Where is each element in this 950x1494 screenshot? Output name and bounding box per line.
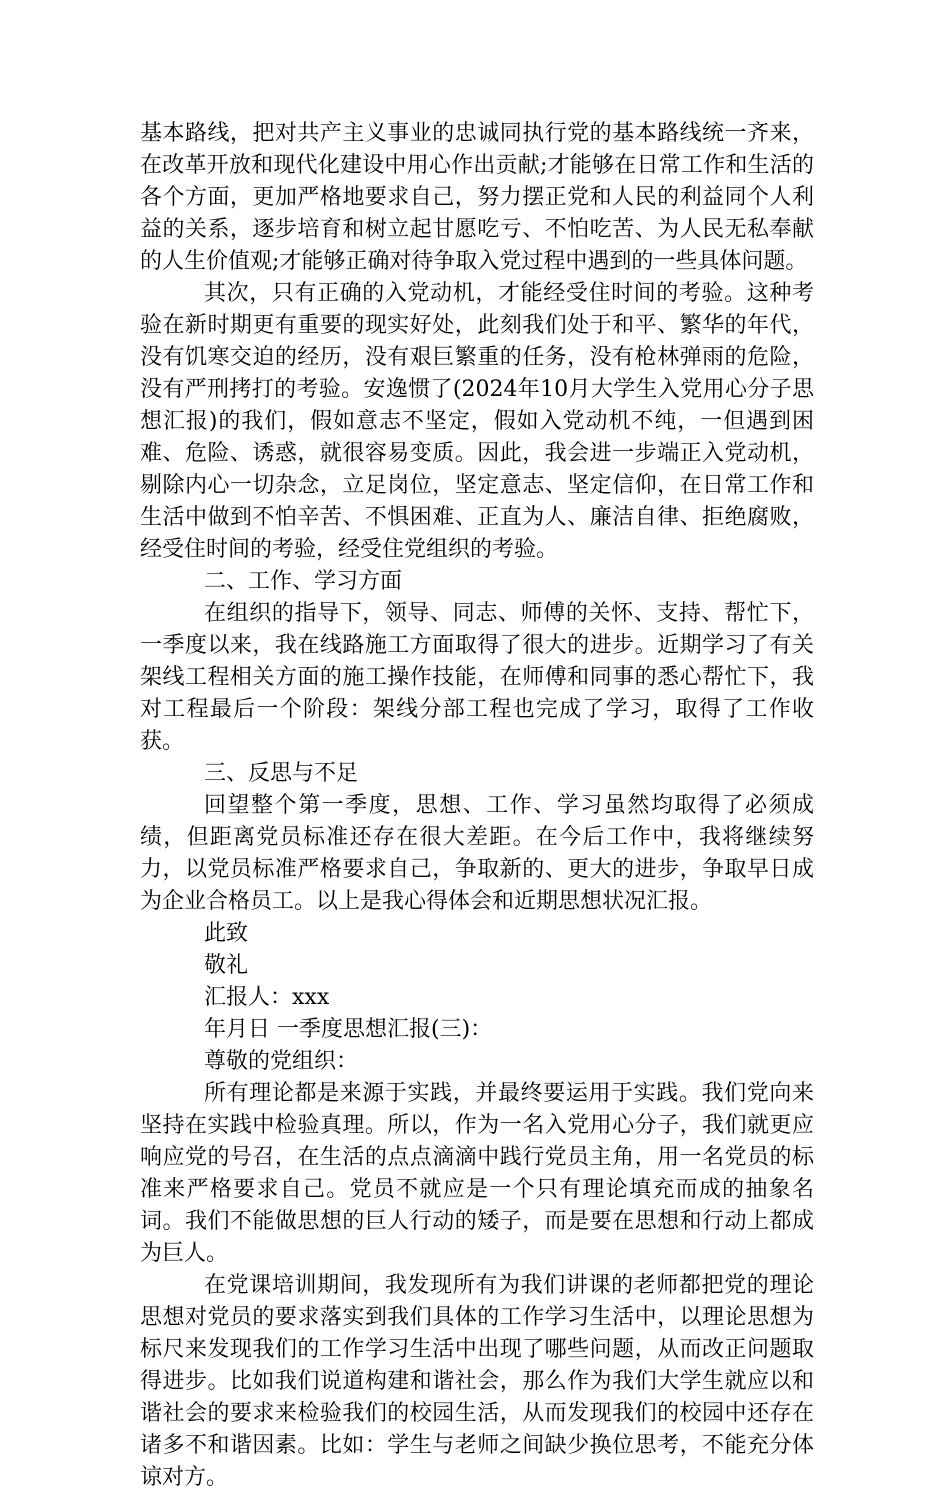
paragraph-party-class: 在党课培训期间，我发现所有为我们讲课的老师都把党的理论思想对党员的要求落实到我们具体的工作学习生活中，以理论思想为标尺来发现我们的工作学习生活中出现了哪些问题，从而改正问题取得进步。比如我们说道构建和谐社会，那么作为我们大学生就应以和谐社会的要求来检验我们的校园生活，从而发现我们的校园中还存在诸多不和谐因素。比如：学生与老师之间缺少换位思考，不能充分体谅对方。 <box>140 1273 814 1490</box>
closing-regards: 敬礼 <box>204 953 249 978</box>
paragraph-theory-practice: 所有理论都是来源于实践，并最终要运用于实践。我们党向来坚持在实践中检验真理。所以，作为一名入党用心分子，我们就更应响应党的号召，在生活的点点滴滴中践行党员主角，用一名党员的标准来严格要求自己。党员不就应是一个只有理论填充而成的抽象名词。我们不能做思想的巨人行动的矮子，而是要在思想和行动上都成为巨人。 <box>140 1081 814 1266</box>
section-heading-work-study: 二、工作、学习方面 <box>204 569 403 594</box>
date-and-next-title: 年月日 一季度思想汇报(三)： <box>204 1017 493 1042</box>
greeting: 尊敬的党组织： <box>204 1049 359 1074</box>
paragraph-continuation: 基本路线，把对共产主义事业的忠诚同执行党的基本路线统一齐来，在改革开放和现代化建设中用心作出贡献;才能够在日常工作和生活的各个方面，更加严格地要求自己，努力摆正党和人民的利益同个人利益的关系，逐步培育和树立起甘愿吃亏、不怕吃苦、为人民无私奉献的人生价值观;才能够正确对待争取入党过程中遇到的一些具体问题。 <box>140 121 814 274</box>
closing-salutation: 此致 <box>204 921 249 946</box>
document-body <box>140 118 814 1494</box>
paragraph-motivation: 其次，只有正确的入党动机，才能经受住时间的考验。这种考验在新时期更有重要的现实好处，此刻我们处于和平、繁华的年代，没有饥寒交迫的经历，没有艰巨繁重的任务，没有枪林弹雨的危险，没有严刑拷打的考验。安逸惯了(2024年10月大学生入党用心分子思想汇报)的我们，假如意志不坚定，假如入党动机不纯，一但遇到困难、危险、诱惑，就很容易变质。因此，我会进一步端正入党动机，剔除内心一切杂念，立足岗位，坚定意志、坚定信仰，在日常工作和生活中做到不怕辛苦、不惧困难、正直为人、廉洁自律、拒绝腐败，经受住时间的考验，经受住党组织的考验。 <box>140 281 814 562</box>
paragraph-work-study: 在组织的指导下，领导、同志、师傅的关怀、支持、帮忙下，一季度以来，我在线路施工方面取得了很大的进步。近期学习了有关架线工程相关方面的施工操作技能，在师傅和同事的悉心帮忙下，我对工程最后一个阶段：架线分部工程也完成了学习，取得了工作收获。 <box>140 601 814 754</box>
paragraph-reflection: 回望整个第一季度，思想、工作、学习虽然均取得了必须成绩，但距离党员标准还存在很大差距。在今后工作中，我将继续努力，以党员标准严格要求自己，争取新的、更大的进步，争取早日成为企业合格员工。以上是我心得体会和近期思想状况汇报。 <box>140 793 814 914</box>
section-heading-reflection: 三、反思与不足 <box>204 761 359 786</box>
reporter-signature: 汇报人：xxx <box>204 985 330 1010</box>
